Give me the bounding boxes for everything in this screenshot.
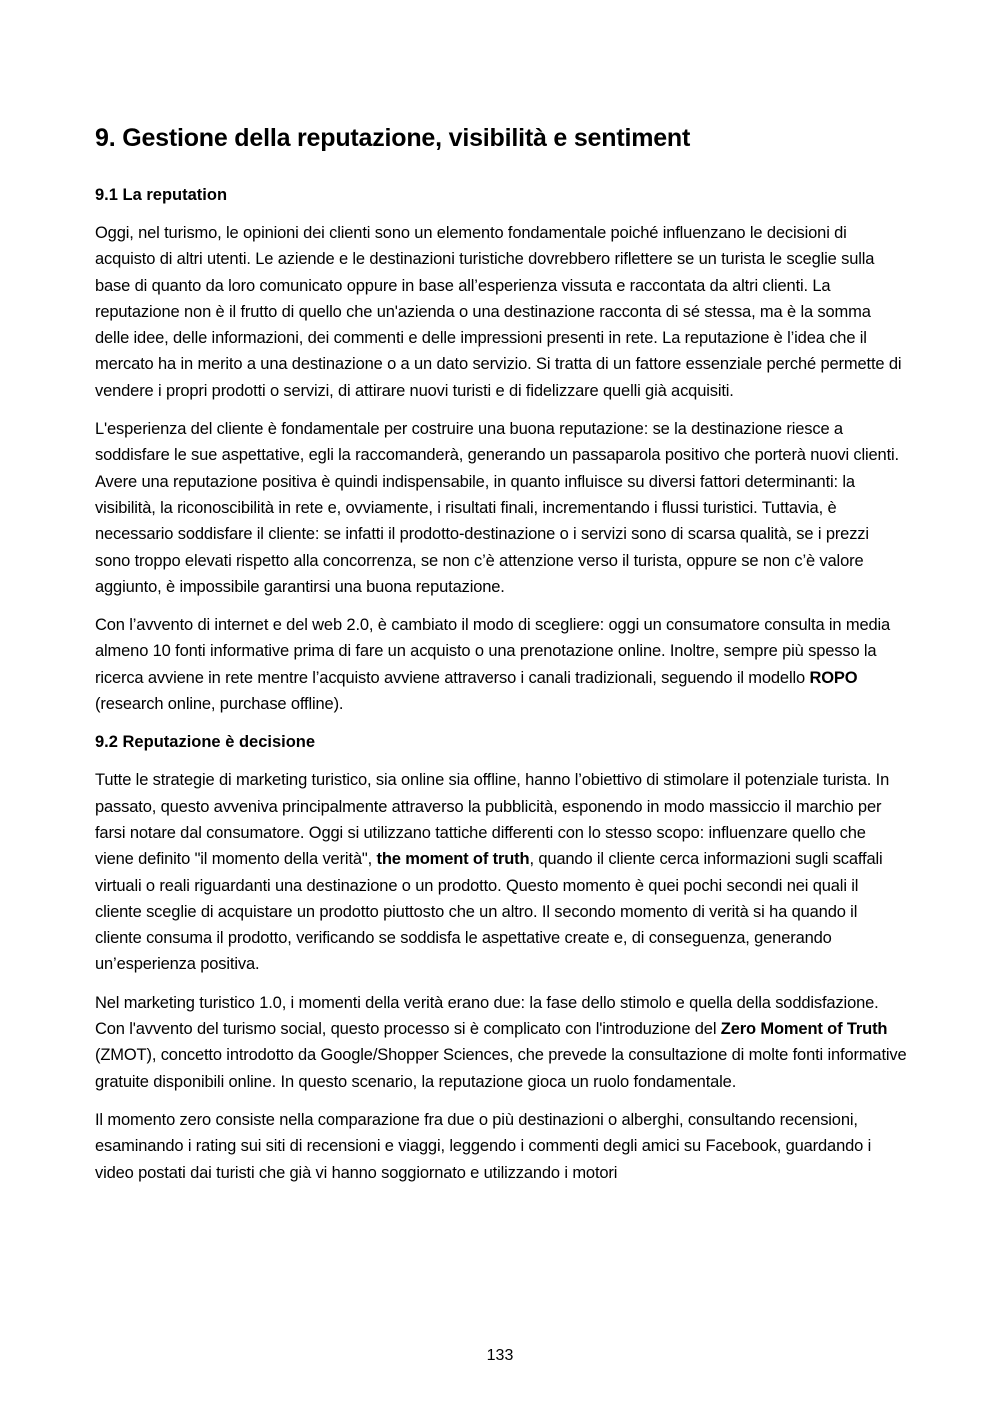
paragraph: Il momento zero consiste nella comparazione fra due o più destinazioni o alberghi, consultando recensioni, esaminando i rating sui siti di recensioni e viaggi, leggendo i commenti degli amici su Facebook, guardando i video postati dai turisti che già vi hanno soggiornato e utilizzando i motori — [95, 1110, 872, 1182]
paragraph — [95, 767, 907, 977]
chapter-title: 9. Gestione della reputazione, visibilità e sentiment — [95, 124, 691, 152]
text-run: Nel marketing turistico 1.0, i momenti della verità erano due: la fase dello stimolo e quella della soddisfazione. Con l'avvento del turismo social, questo processo si è complicato con l'introduzione del — [95, 993, 879, 1039]
text-run: (research online, purchase offline). — [95, 695, 344, 714]
paragraph — [95, 612, 907, 717]
text-run: (ZMOT), concetto introdotto da Google/Shopper Sciences, che prevede la consultazione di molte fonti informative gratuite disponibili online. In questo scenario, la reputazione gioca un ruolo fondamentale. — [95, 1046, 907, 1091]
paragraph — [95, 990, 907, 1095]
section-heading-decision: 9.2 Reputazione è decisione — [95, 733, 316, 752]
page-number: 133 — [486, 1347, 514, 1364]
text-run: Tutte le strategie di marketing turistico, sia online sia offline, hanno l’obiettivo di stimolare il potenziale turista. In passato, questo avveniva principalmente attraverso la pubblicità, esponendo in modo massiccio il marchio per farsi notare dal consumatore. Oggi si utilizzano tattiche differenti con lo stesso scopo: influenzare quello che viene definito "il momento della verità", — [95, 771, 890, 869]
text-run: Con l’avvento di internet e del web 2.0, è cambiato il modo di scegliere: oggi un consumatore consulta in media almeno 10 fonti informative prima di fare un acquisto o una prenotazione online. Inoltre, sempre più spesso la ricerca avviene in rete mentre l’acquisto avviene attraverso i canali tradizionali, seguendo il modello — [95, 616, 891, 687]
bold-term-moment-of-truth: the moment of truth — [376, 850, 530, 869]
bold-term-zmot: Zero Moment of Truth — [720, 1020, 888, 1039]
text-run: , quando il cliente cerca informazioni sugli scaffali virtuali o reali riguardanti una destinazione o un prodotto. Questo momento è quei pochi secondi nei quali il cliente sceglie di acquistare un prodotto piuttosto che un altro. Il secondo momento di verità si ha quando il cliente consuma il prodotto, verificando se soddisfa le aspettative create e, di conseguenza, generando un’esperienza positiva. — [95, 850, 883, 974]
page-body — [95, 118, 907, 1198]
paragraph: Oggi, nel turismo, le opinioni dei clienti sono un elemento fondamentale poiché influenzano le decisioni di acquisto di altri utenti. Le aziende e le destinazioni turistiche dovrebbero riflettere se un turista le sceglie sulla base di quanto da loro comunicato oppure in base all’esperienza vissuta e raccontata da altri clienti. La reputazione non è il frutto di quello che un'azienda o una destinazione racconta di sé stessa, ma è la somma delle idee, delle informazioni, dei commenti e delle impressioni presenti in rete. La reputazione è l’idea che il mercato ha in merito a una destinazione o a un dato servizio. Si tratta di un fattore essenziale perché permette di vendere i propri prodotti o servizi, di attirare nuovi turisti e di fidelizzare quelli già acquisiti. — [95, 224, 902, 400]
section-heading-reputation: 9.1 La reputation — [95, 186, 228, 204]
bold-term-ropo: ROPO — [809, 668, 858, 687]
paragraph: L'esperienza del cliente è fondamentale per costruire una buona reputazione: se la destinazione riesce a soddisfare le sue aspettative, egli la raccomanderà, generando un passaparola positivo che porterà nuovi clienti. Avere una reputazione positiva è quindi indispensabile, in quanto influisce su diversi fattori determinanti: la visibilità, la riconoscibilità in rete e, ovviamente, i risultati finali, incrementando i flussi turistici. Tuttavia, è necessario soddisfare il cliente: se infatti il prodotto-destinazione o i servizi sono di scarsa qualità, se i prezzi sono troppo elevati rispetto alla concorrenza, se non c’è attenzione verso il turista, oppure se non c’è valore aggiunto, è impossibile garantirsi una buona reputazione. — [95, 420, 899, 596]
